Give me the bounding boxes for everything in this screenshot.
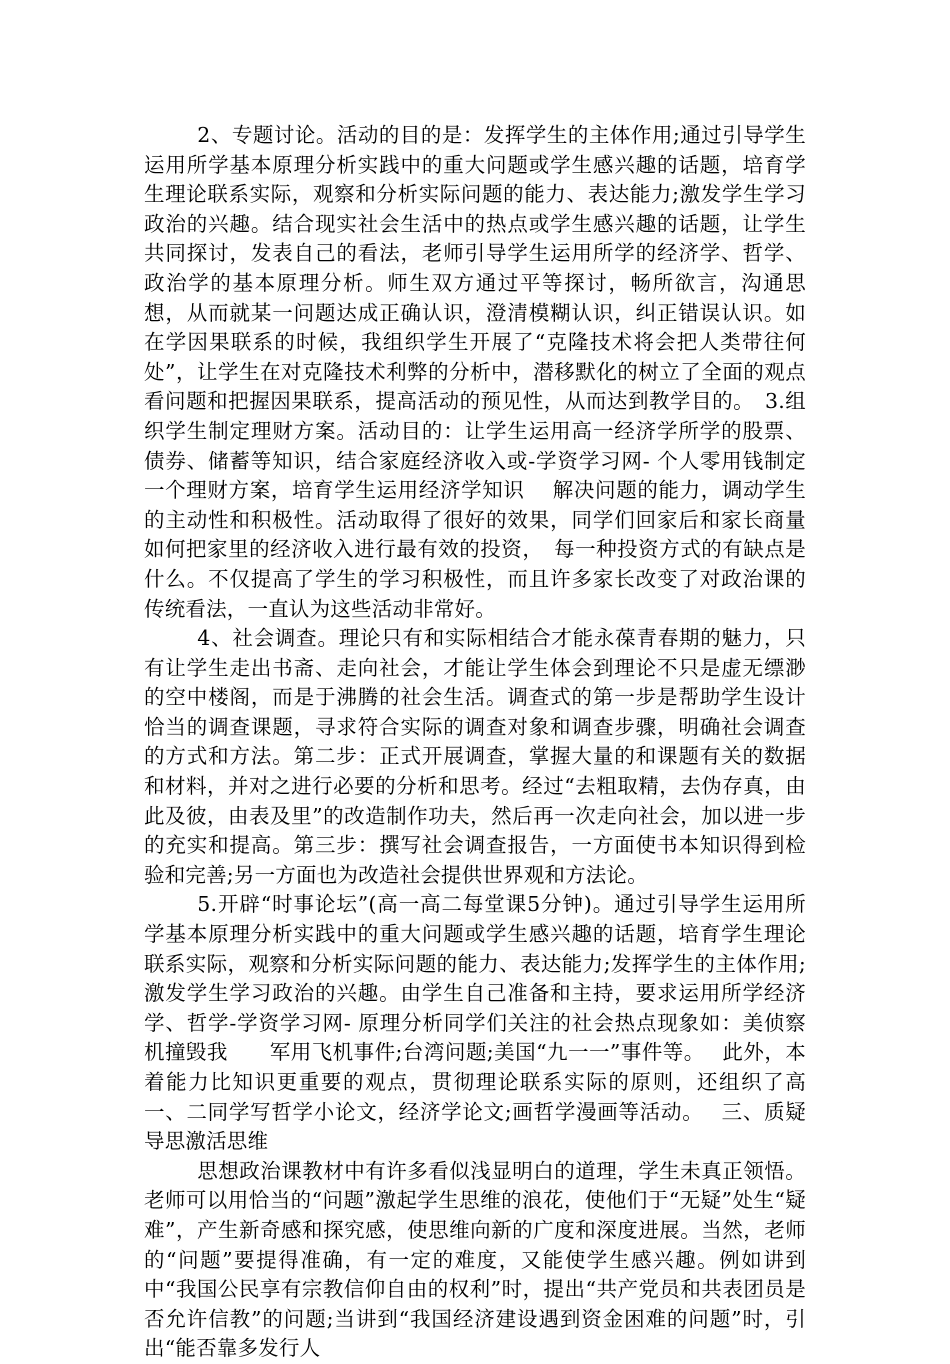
paragraph-topic-discussion: 2、专题讨论。活动的目的是：发挥学生的主体作用;通过引导学生运用所学基本原理分析实践中的重大问题或学生感兴趣的话题，培育学生理论联系实际，观察和分析实际问题的能力、表达能力;激发学生学习政治的兴趣。结合现实社会生活中的热点或学生感兴趣的话题，让学生共同探讨，发表自己的看法，老师引导学生运用所学的经济学、哲学、政治学的基本原理分析。师生双方通过平等探讨，畅所欲言，沟通思想，从而就某一问题达成正确认识，澄清模糊认识，纠正错误认识。如在学因果联系的时候，我组织学生开展了“克隆技术将会把人类带往何处”，让学生在对克隆技术利弊的分析中，潜移默化的树立了全面的观点看问题和把握因果联系，提高活动的预见性，从而达到教学目的。 3.组织学生制定理财方案。活动目的：让学生运用高一经济学所学的股票、债券、储蓄等知识，结合家庭经济收入或-学资学习网- 个人零用钱制定一个理财方案，培育学生运用经济学知识 解决问题的能力，调动学生的主动性和积极性。活动取得了很好的效果，同学们回家后和家长商量如何把家里的经济收入进行最有效的投资， 每一种投资方式的有缺点是什么。不仅提高了学生的学习积极性，而且许多家长改变了对政治课的传统看法，一直认为这些活动非常好。 [144,123,806,621]
paragraph-social-survey: 4、社会调查。理论只有和实际相结合才能永葆青春期的魅力，只有让学生走出书斋、走向社会，才能让学生体会到理论不只是虚无缥渺的空中楼阁，而是于沸腾的社会生活。调查式的第一步是帮助学生设计恰当的调查课题，寻求符合实际的调查对象和调查步骤，明确社会调查的方式和方法。第二步：正式开展调查，掌握大量的和课题有关的数据和材料，并对之进行必要的分析和思考。经过“去粗取精，去伪存真，由此及彼，由表及里”的改造制作功夫，然后再一次走向社会，加以进一步的充实和提高。第三步：撰写社会调查报告，一方面使书本知识得到检验和完善;另一方面也为改造社会提供世界观和方法论。 [144,626,806,887]
document-page [144,121,806,1364]
paragraph-questioning: 思想政治课教材中有许多看似浅显明白的道理，学生未真正领悟。老师可以用恰当的“问题”激起学生思维的浪花，使他们于“无疑”处生“疑难”，产生新奇感和探究感，使思维向新的广度和深度进展。当然，老师的“问题”要提得准确，有一定的难度，又能使学生感兴趣。例如讲到中“我国公民享有宗教信仰自由的权利”时，提出“共产党员和共表团员是否允许信教”的问题;当讲到“我国经济建设遇到资金困难的问题”时，引出“能否靠多发行人 [144,1158,806,1361]
paragraph-current-affairs-forum: 5.开辟“时事论坛”(高一高二每堂课5分钟)。通过引导学生运用所学基本原理分析实践中的重大问题或学生感兴趣的话题，培育学生理论联系实际，观察和分析实际问题的能力、表达能力;发挥学生的主体作用;激发学生学习政治的兴趣。由学生自己准备和主持，要求运用所学经济学、哲学-学资学习网- 原理分析同学们关注的社会热点现象如：美侦察机撞毁我 军用飞机事件;台湾问题;美国“九一一”事件等。 此外，本着能力比知识更重要的观点，贯彻理论联系实际的原则，还组织了高一、二同学写哲学小论文，经济学论文;画哲学漫画等活动。 三、质疑导思激活思维 [144,892,806,1154]
